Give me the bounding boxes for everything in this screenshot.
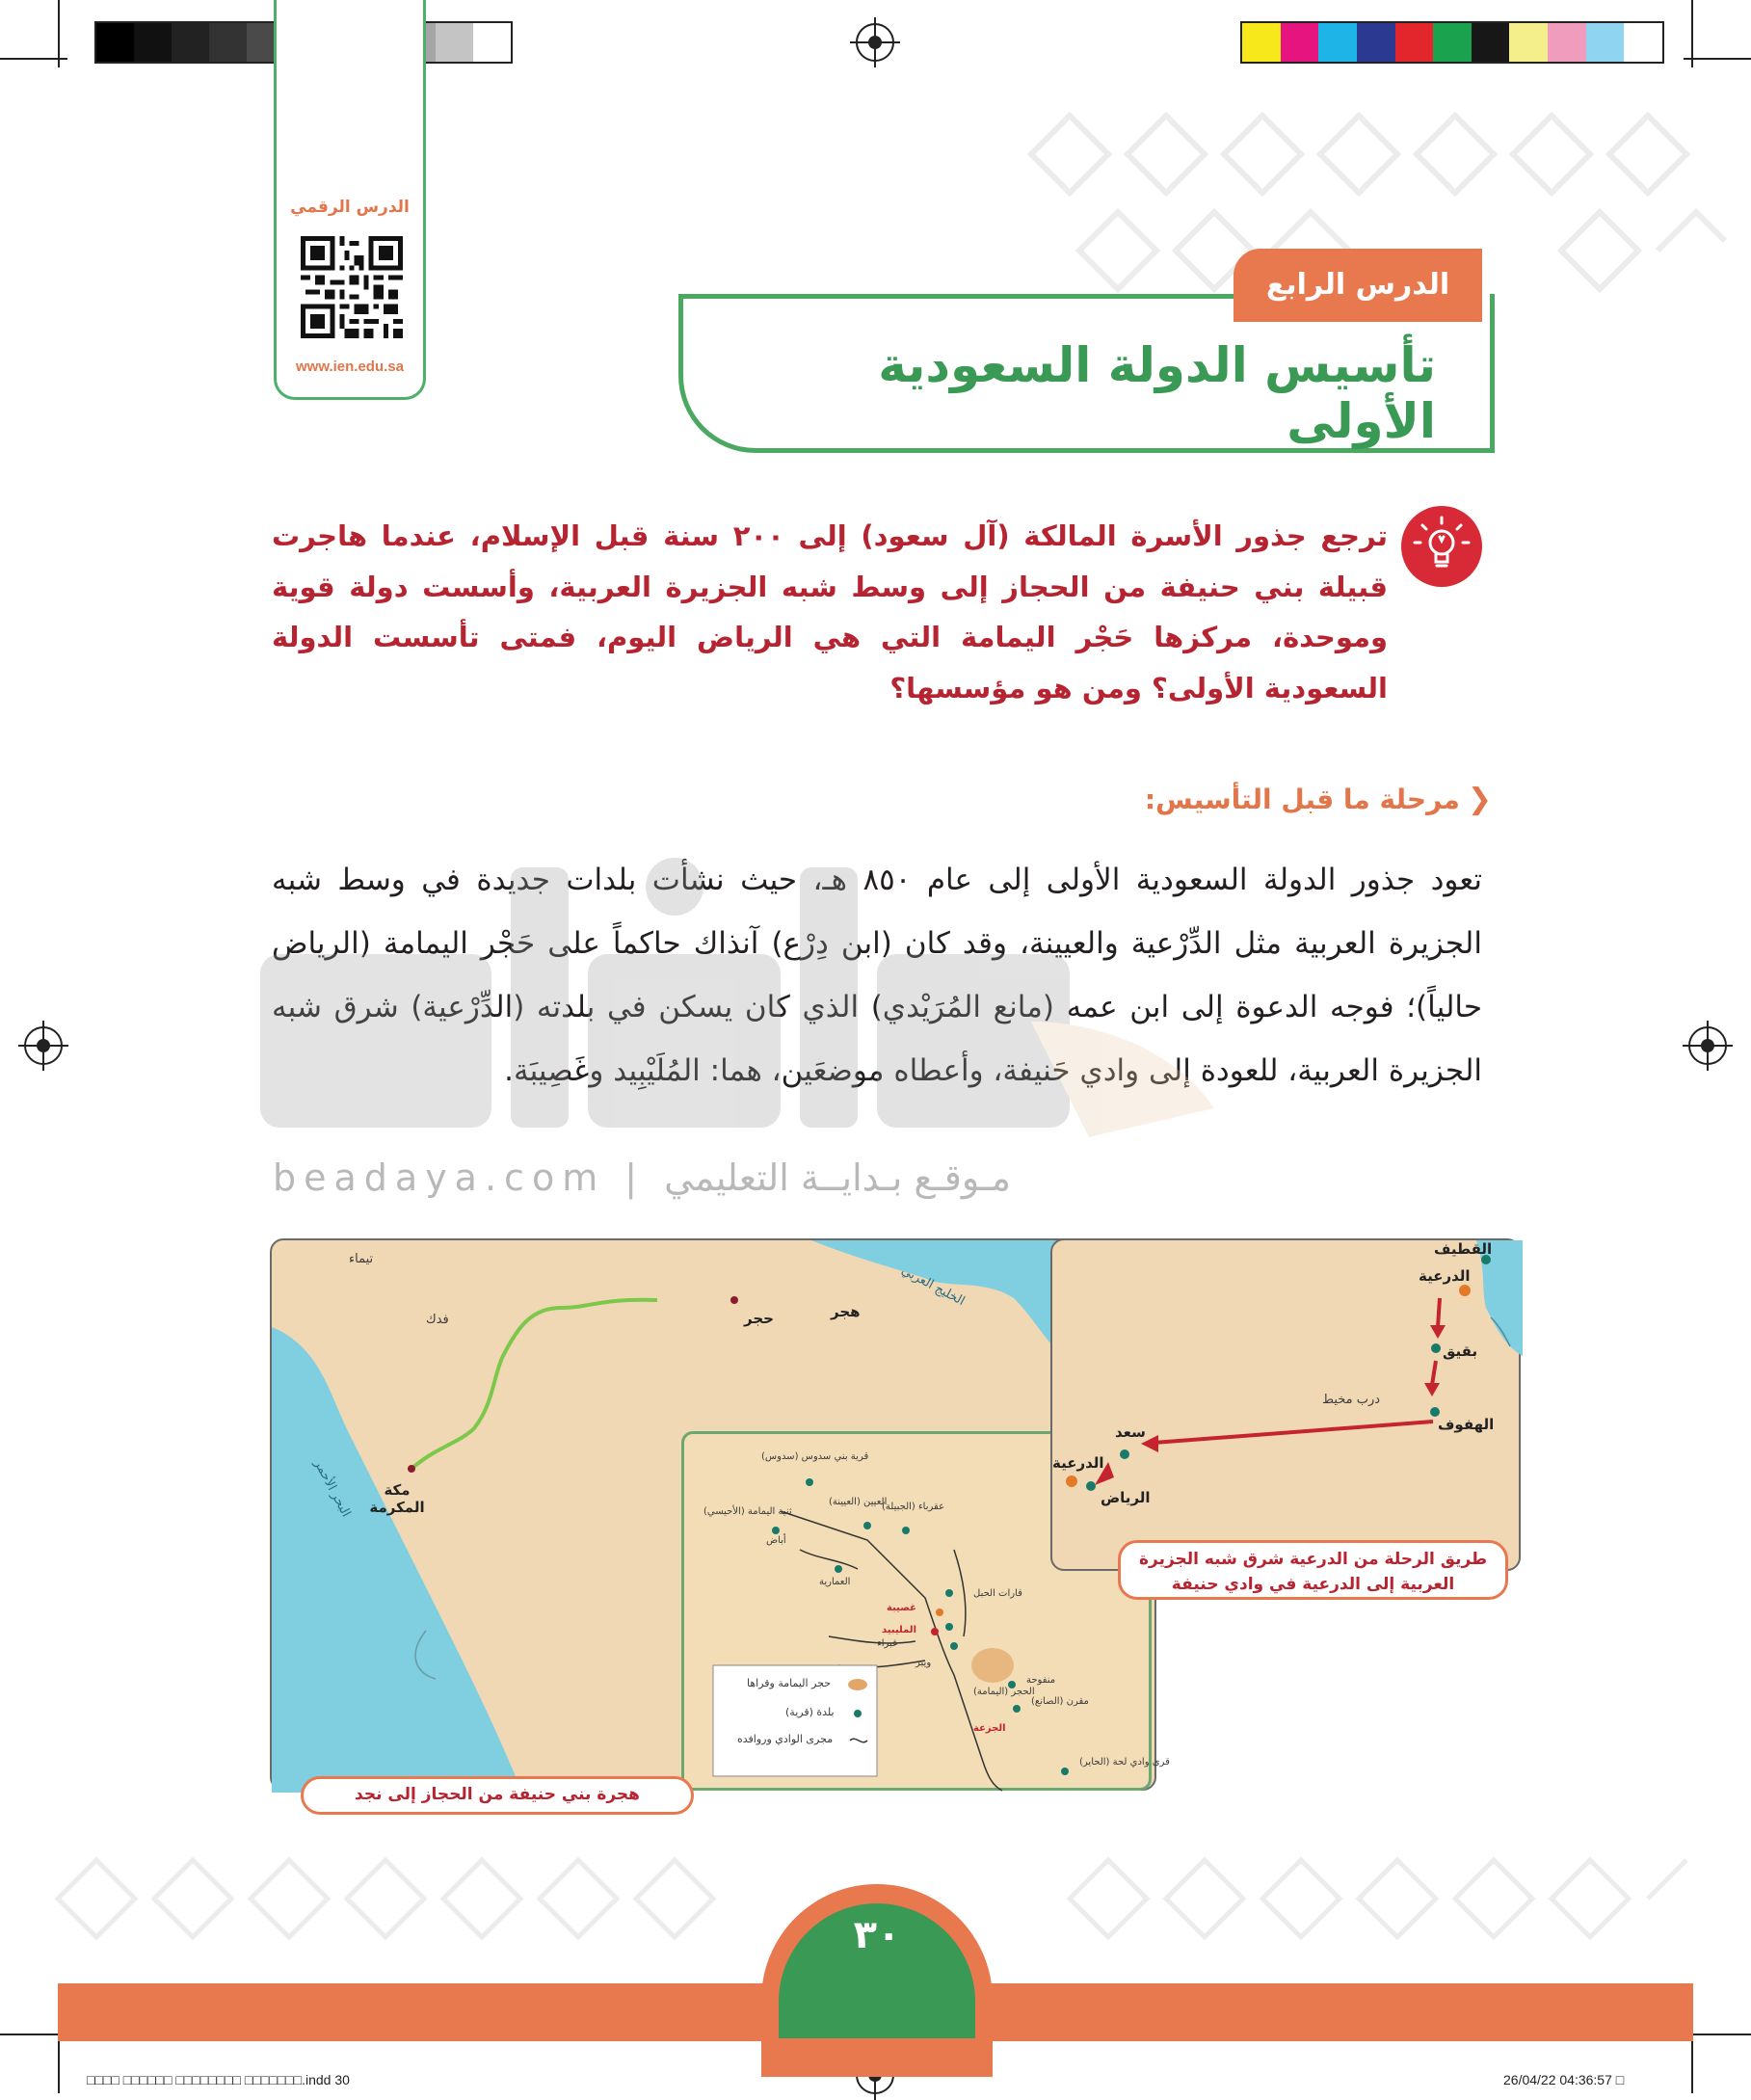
registration-mark	[1688, 1026, 1727, 1065]
qr-code[interactable]	[301, 236, 403, 338]
map-label: الرياض	[1101, 1489, 1151, 1506]
registration-mark	[856, 23, 894, 62]
print-slug-date: 26/04/22 04:36:57 □	[1503, 2072, 1625, 2087]
watermark-text: beadaya.com | مـوقـع بـدايــة التعليمي	[273, 1156, 1012, 1199]
crop-mark	[1691, 0, 1693, 67]
registration-mark	[24, 1026, 63, 1065]
map-label: عقرباء (الجبيلة)	[882, 1502, 945, 1512]
intro-question: ترجع جذور الأسرة المالكة (آل سعود) إلى ٢٠٠ سنة قبل الإسلام، عندما هاجرت قبيلة بني حنيفة من الحجاز إلى وسط شبه الجزيرة العربية، وأسست دولة قوية وموحدة، مركزها حَجْر اليمامة التي هي الرياض اليوم، فمتى تأسست الدولة السعودية الأولى؟ ومن هو مؤسسها؟	[272, 519, 1388, 704]
map-label: القطيف	[1434, 1240, 1493, 1258]
map-label: الخليج العربي	[898, 1263, 968, 1310]
map-label: الدرعية	[1419, 1267, 1471, 1285]
lightbulb-icon	[1401, 506, 1482, 587]
map-label: العيين (العيينة)	[829, 1497, 888, 1507]
route-map-caption: طريق الرحلة من الدرعية شرق شبه الجزيرة العربية إلى الدرعية في وادي حنيفة	[1118, 1540, 1508, 1600]
map-label: حجر	[744, 1310, 774, 1327]
crop-mark	[58, 0, 60, 67]
map-label: هجر	[831, 1303, 861, 1320]
lesson-number-tab: الدرس الرابع	[1234, 249, 1482, 322]
map-label: مقرن (الصانع)	[1031, 1696, 1089, 1707]
map-label: الهفوف	[1438, 1416, 1495, 1433]
map-label: ثنية اليمامة (الأحيسي)	[703, 1506, 792, 1517]
section-body: تعود جذور الدولة السعودية الأولى إلى عام ٨٥٠ هـ، حيث نشأت بلدات جديدة في وسط شبه الجزيرة العربية مثل الدِّرْعية والعيينة، وقد كان (ابن دِرْع) آنذاك حاكماً على حَجْر اليمامة (الرياض حالياً)؛ فوجه الدعوة إلى ابن عمه (مانع المُرَيْدي) الذي كان يسكن في بلدته (الدِّرْعية) شرق شبه الجزيرة العربية، للعودة إلى وادي حَنيفة، وأعطاه موضعَين، هما: المُلَيْبِيد وغَصِيبَة.	[272, 863, 1483, 1088]
map-label: فدك	[426, 1313, 449, 1327]
map-label: قرية بني سدوس (سدوس)	[761, 1451, 869, 1462]
main-map-caption: هجرة بني حنيفة من الحجاز إلى نجد	[301, 1776, 694, 1815]
lesson-title: تأسيس الدولة السعودية الأولى	[878, 337, 1436, 449]
section-heading-text: مرحلة ما قبل التأسيس:	[1144, 784, 1460, 815]
crop-mark	[1684, 58, 1751, 60]
map-label: تيماء	[349, 1252, 374, 1266]
chevron-icon: ❮	[1467, 783, 1492, 816]
map-label: غصيبة	[887, 1603, 916, 1613]
map-legend-item: حجر اليمامة وقراها	[747, 1677, 832, 1689]
map-label: غبراء	[877, 1638, 898, 1649]
map-label: منفوحة	[1026, 1675, 1056, 1686]
map-label: مكة المكرمة	[369, 1481, 425, 1516]
map-label: قرى وادي لحة (الحاير)	[1079, 1757, 1170, 1768]
map-legend-item: بلدة (قرية)	[785, 1706, 835, 1718]
section-heading	[1012, 783, 1492, 816]
map-label: المليبيد	[882, 1625, 916, 1635]
map-label: قارات الحبل	[973, 1588, 1022, 1599]
process-color-bar	[1240, 21, 1664, 64]
digital-lesson-url[interactable]: www.ien.edu.sa	[296, 359, 404, 375]
route-map	[1050, 1238, 1521, 1571]
map-legend-item: مجرى الوادي وروافده	[737, 1733, 834, 1745]
map-label: الدرعية	[1052, 1454, 1104, 1472]
map-label: درب مخيط	[1322, 1393, 1381, 1407]
digital-lesson-card[interactable]	[274, 0, 426, 400]
map-geography	[1052, 1240, 1523, 1573]
map-label: سعد	[1115, 1423, 1146, 1441]
print-slug-file: □□□□ □□□□□□ □□□□□□□□ □□□□□□□.indd 30	[87, 2072, 350, 2087]
map-label: بقيق	[1443, 1342, 1478, 1360]
map-label: الحجر (اليمامة)	[973, 1687, 1035, 1697]
map-label: البحر الأحمر	[310, 1457, 354, 1520]
map-label: العمارية	[819, 1577, 851, 1587]
map-label: الجزعة	[973, 1723, 1006, 1734]
map-label: ويبر	[915, 1658, 932, 1668]
page-number: ٣٠	[853, 1913, 901, 1957]
digital-lesson-label: الدرس الرقمي	[290, 198, 410, 217]
map-label: أباض	[766, 1535, 786, 1546]
crop-mark	[1684, 2034, 1751, 2035]
